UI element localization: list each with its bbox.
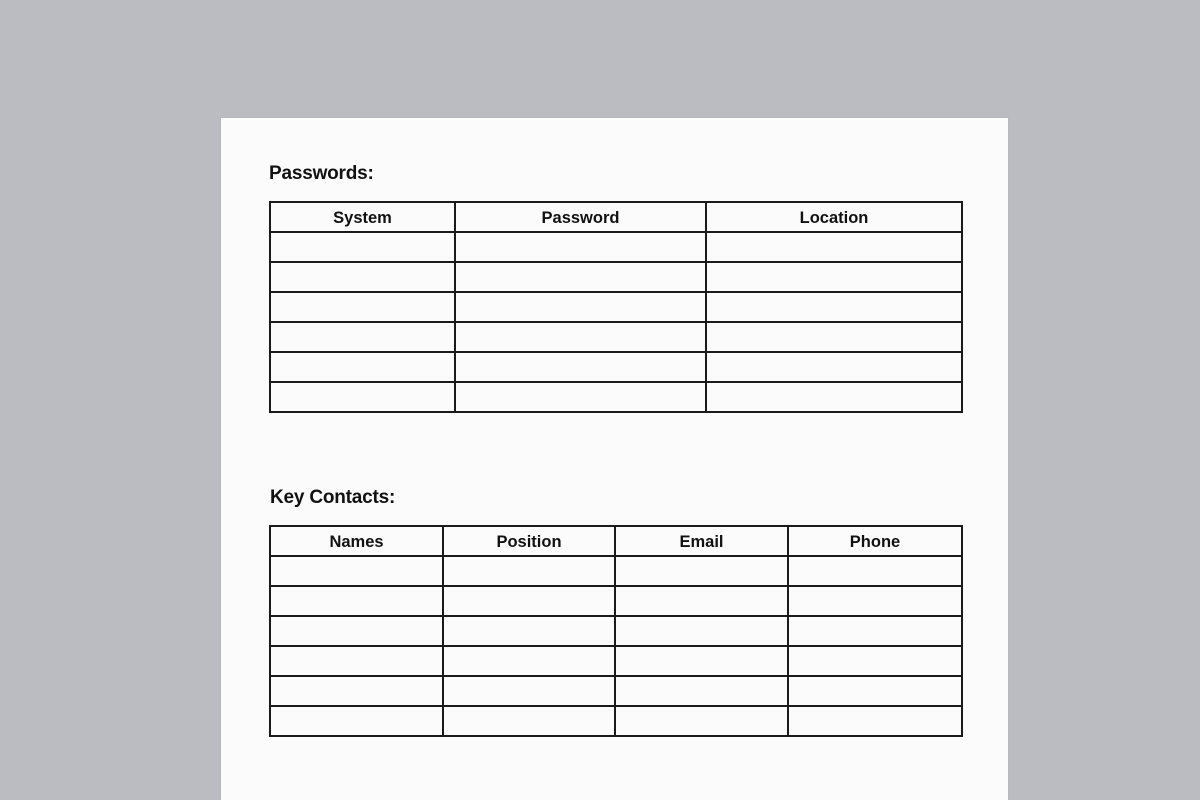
table-cell xyxy=(443,646,615,676)
table-cell xyxy=(615,556,788,586)
document-page xyxy=(221,118,1008,800)
table-cell xyxy=(615,586,788,616)
table-header-row xyxy=(270,202,962,232)
table-cell xyxy=(788,676,962,706)
table-cell xyxy=(270,706,443,736)
table-cell xyxy=(270,382,455,412)
table-cell xyxy=(270,322,455,352)
table-cell xyxy=(443,676,615,706)
table-cell xyxy=(615,616,788,646)
table-cell xyxy=(615,706,788,736)
table-cell xyxy=(455,232,706,262)
table-cell xyxy=(706,382,962,412)
table-cell xyxy=(706,262,962,292)
passwords-heading: Passwords: xyxy=(269,163,374,184)
table-cell xyxy=(706,322,962,352)
column-header-position: Position xyxy=(443,526,615,556)
table-cell xyxy=(270,616,443,646)
table-row xyxy=(270,352,962,382)
column-header-names: Names xyxy=(270,526,443,556)
table-row xyxy=(270,646,962,676)
table-cell xyxy=(443,706,615,736)
table-cell xyxy=(788,556,962,586)
table-cell xyxy=(270,556,443,586)
table-cell xyxy=(788,586,962,616)
table-cell xyxy=(443,586,615,616)
table-cell xyxy=(455,382,706,412)
column-header-email: Email xyxy=(615,526,788,556)
table-cell xyxy=(270,232,455,262)
column-header-phone: Phone xyxy=(788,526,962,556)
table-cell xyxy=(455,322,706,352)
table-cell xyxy=(615,676,788,706)
table-cell xyxy=(706,232,962,262)
table-row xyxy=(270,262,962,292)
passwords-table xyxy=(269,201,963,413)
table-row xyxy=(270,232,962,262)
table-row xyxy=(270,292,962,322)
table-cell xyxy=(706,352,962,382)
table-cell xyxy=(455,352,706,382)
table-cell xyxy=(788,616,962,646)
table-row xyxy=(270,676,962,706)
column-header-password: Password xyxy=(455,202,706,232)
table-cell xyxy=(788,646,962,676)
table-row xyxy=(270,586,962,616)
table-row xyxy=(270,706,962,736)
table-cell xyxy=(270,646,443,676)
column-header-location: Location xyxy=(706,202,962,232)
table-cell xyxy=(455,292,706,322)
table-header-row xyxy=(270,526,962,556)
table-cell xyxy=(443,616,615,646)
table-row xyxy=(270,616,962,646)
key-contacts-heading: Key Contacts: xyxy=(270,487,396,508)
table-row xyxy=(270,382,962,412)
table-cell xyxy=(270,292,455,322)
table-row xyxy=(270,556,962,586)
table-cell xyxy=(455,262,706,292)
key-contacts-table xyxy=(269,525,963,737)
column-header-system: System xyxy=(270,202,455,232)
table-row xyxy=(270,322,962,352)
table-cell xyxy=(615,646,788,676)
table-cell xyxy=(270,676,443,706)
table-cell xyxy=(443,556,615,586)
table-cell xyxy=(270,586,443,616)
table-cell xyxy=(270,352,455,382)
table-cell xyxy=(270,262,455,292)
table-cell xyxy=(788,706,962,736)
table-cell xyxy=(706,292,962,322)
